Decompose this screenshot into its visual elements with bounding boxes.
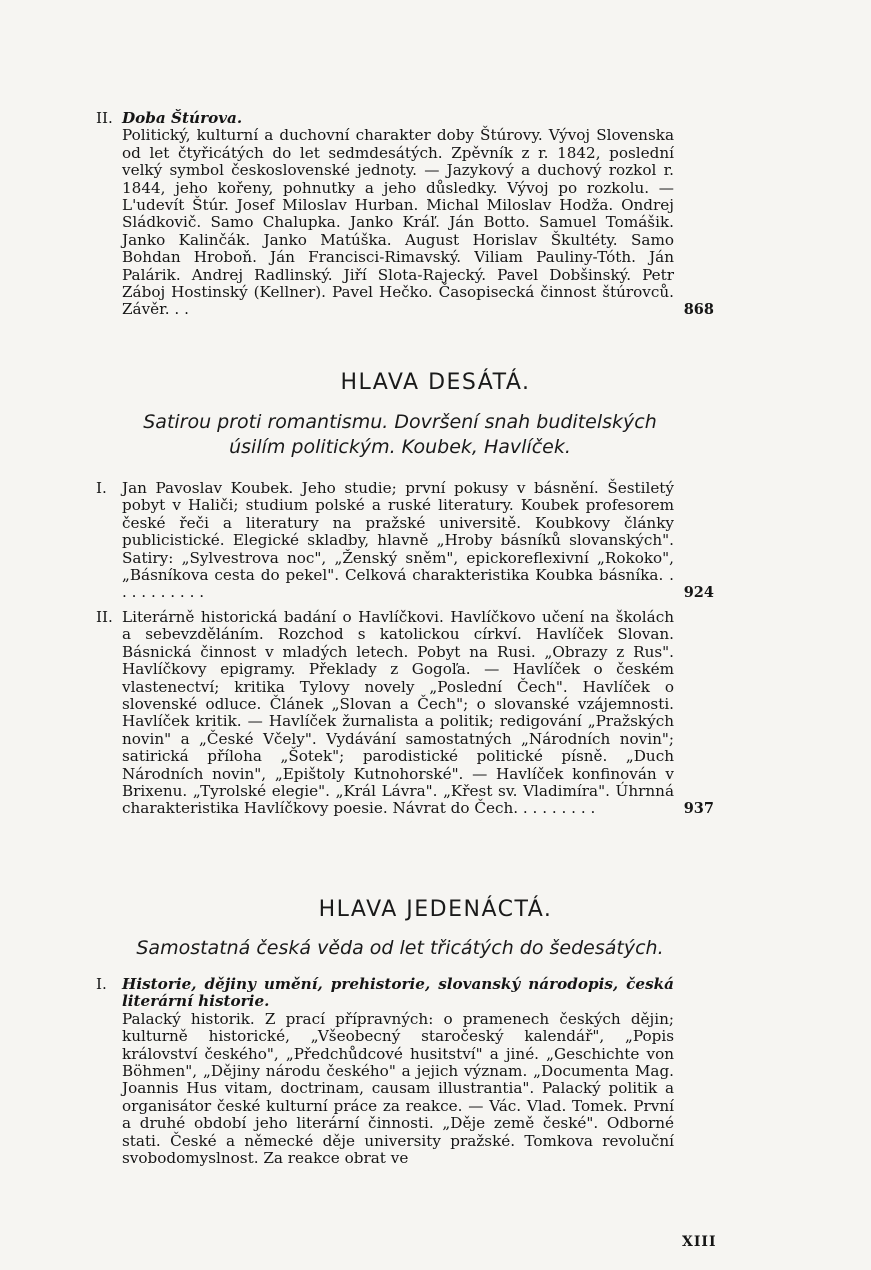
entry-title: Historie, dějiny umění, prehistorie, slovanský národopis, česká literární historie. <box>122 975 674 1011</box>
entry-title: Doba Štúrova. <box>122 109 243 127</box>
entry-text: Politický, kulturní a duchovní charakter doby Štúrovy. Vývoj Slovenska od let čtyřicátých do let sedmdesátých. Zpěvník z r. 1842, poslední velký symbol československé jednoty. — Jazykový a duchový rozkol r. 1844, jeho kořeny, pohnutky a jeho důsledky. Vývoj po rozkolu. — L'udevít Štúr. Josef Miloslav Hurban. Michal Miloslav Hodža. Ondrej Sládkovič. Samo Chalupka. Janko Kráľ. Ján Botto. Samuel Tomášik. Janko Kalinčák. Janko Matúška. August Horislav Škultéty. Samo Bohdan Hroboň. Ján Francisci-Rimavský. Viliam Pauliny-Tóth. Ján Palárik. Andrej Radlinský. Jiří Slota-Rajecký. Pavel Dobšinský. Petr Záboj Hostinský (Kellner). Pavel Hečko. Časopisecká činnost štúrovců. Závěr. . . <box>122 126 674 319</box>
page-folio: XIII <box>682 1234 717 1250</box>
entry-numeral: I. <box>96 975 107 993</box>
entry-text: Jan Pavoslav Koubek. Jeho studie; první pokusy v básnění. Šestiletý pobyt v Haliči; studium polské a ruské literatury. Koubek profesorem české řeči a literatury na pražské universitě. Koubkovy články publicistické. Elegické skladby, hlavně „Hroby básníků slovanských". Satiry: „Sylvestrova noc", „Ženský sněm", epickoreflexivní „Rokoko", „Básníkova cesta do pekel". Celková charakteristika Koubka básníka. . . . . . . . . . . <box>122 479 674 602</box>
chapter-heading-10: HLAVA DESÁTÁ. <box>340 370 531 395</box>
chapter-subtitle-11: Samostatná česká věda od let třicátých do šedesátých. <box>136 937 664 959</box>
entry-text: Literárně historická badání o Havlíčkovi. Havlíčkovo učení na školách a sebevzděláním. Rozchod s katolickou církví. Havlíček Slovan. Básnická činnost v mladých letech. Pobyt na Rusi. „Obrazy z Rus". Havlíčkovy epigramy. Překlady z Gogoľa. — Havlíček o českém vlastenectví; kritika Tylovy novely „Poslední Čech". Havlíček o slovenské odluce. Článek „Slovan a Čech"; o slovanské vzájemnosti. Havlíček kritik. — Havlíček žurnalista a politik; redigování „Pražských novin" a „České Včely". Vydávání samostatných „Národních novin"; satirická příloha „Šotek"; parodistické politické písně. „Duch Národních novin", „Epištoly Kutnohorské". — Havlíček konfinován v Brixenu. „Tyrolské elegie". „Král Lávra". „Křest sv. Vladimíra". Úhrnná charakteristika Havlíčkovy poesie. Návrat do Čech. . . . . . . . . <box>122 608 674 818</box>
entry-numeral: I. <box>96 479 107 497</box>
entry-numeral: II. <box>96 109 113 127</box>
entry-numeral: II. <box>96 608 113 626</box>
entry-text: Palacký historik. Z prací přípravných: o pramenech českých dějin; kulturně historické, „Všeobecný staročeský kalendář", „Popis království českého", „Předchůdcové husitství" a jiné. „Geschichte von Böhmen", „Dějiny národu českého" a jejich význam. „Documenta Mag. Joannis Hus vitam, doctrinam, causam illustrantia". Palacký politik a organisátor české kulturní práce za reakce. — Vác. Vlad. Tomek. První a druhé období jeho literární činnosti. „Děje země české". Odborné stati. České a německé děje university pražské. Tomkova revoluční svobodomyslnost. Za reakce obrat ve <box>122 1009 674 1168</box>
page-number: 924 <box>683 584 714 602</box>
chapter-heading-11: HLAVA JEDENÁCTÁ. <box>318 897 553 922</box>
toc-entry-koubek <box>96 479 714 602</box>
toc-entry-havlicek <box>96 608 714 818</box>
chapter-subtitle-10: Satirou proti romantismu. Dovršení snah buditelských úsilím politickým. Koubek, Havlíček. <box>143 411 657 458</box>
page-number: 937 <box>683 800 714 818</box>
toc-entry-doba-sturova <box>96 109 714 319</box>
toc-entry-historie <box>96 976 674 1167</box>
page-number: 868 <box>683 301 714 319</box>
